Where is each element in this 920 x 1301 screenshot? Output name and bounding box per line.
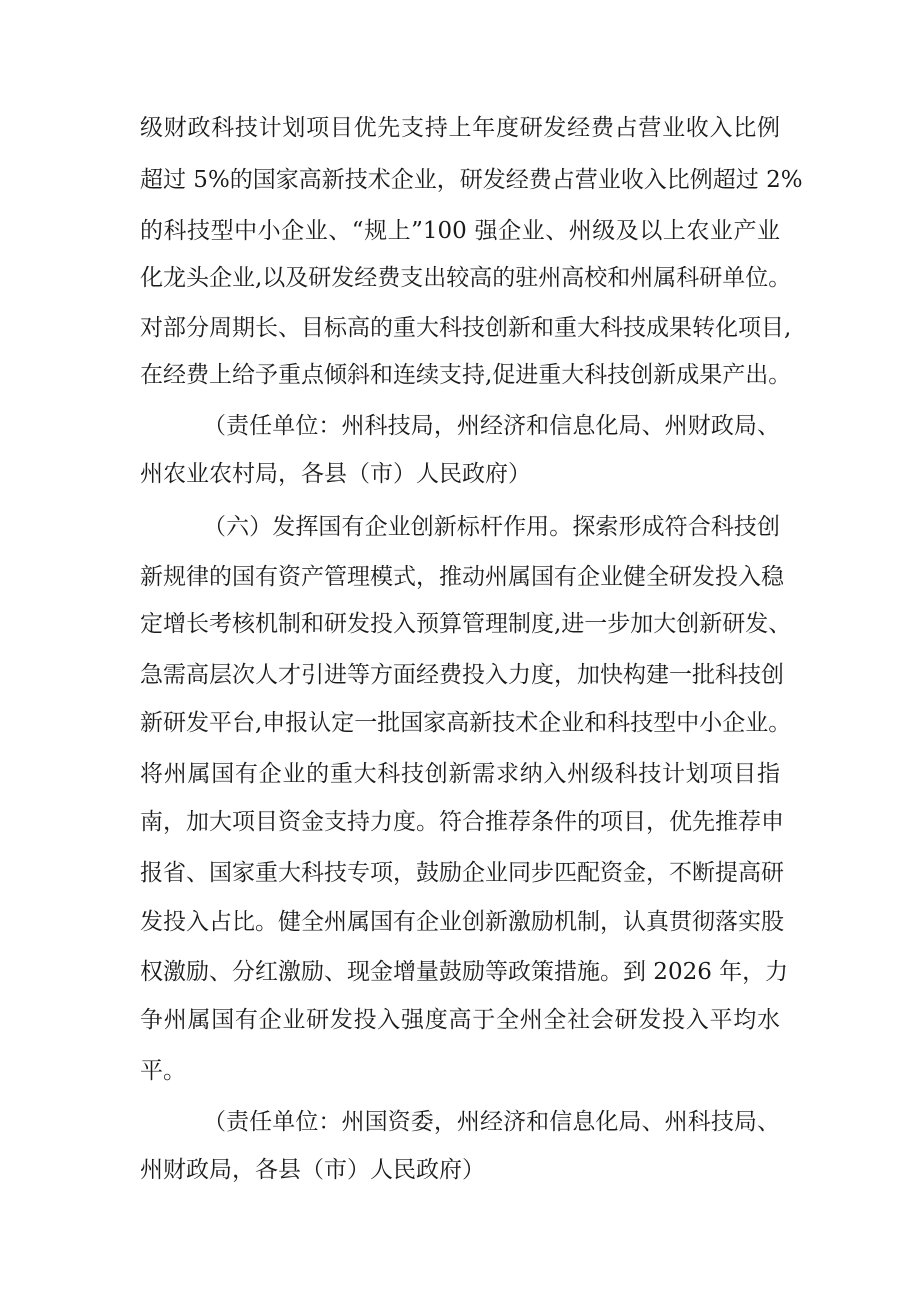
text-line: 急需高层次人才引进等方面经费投入力度，加快构建一批科技创 (140, 662, 784, 688)
text-line: 定增长考核机制和研发投入预算管理制度,进一步加大创新研发、 (140, 611, 792, 637)
responsibility-note-cont: 州财政局，各县（市）人民政府） (140, 1157, 485, 1183)
text-line: 南，加大项目资金支持力度。符合推荐条件的项目，优先推荐申 (140, 809, 784, 835)
text-line: 超过 5%的国家高新技术企业，研发经费占营业收入比例超过 2% (140, 167, 803, 193)
text-line: 平。 (140, 1058, 186, 1084)
text-line: 将州属国有企业的重大科技创新需求纳入州级科技计划项目指 (140, 761, 780, 787)
text-line: 对部分周期长、目标高的重大科技创新和重大科技成果转化项目, (140, 315, 792, 341)
text-line: 权激励、分红激励、现金增量鼓励等政策措施。到 2026 年，力 (140, 959, 789, 985)
responsibility-note-cont: 州农业农村局，各县（市）人民政府） (140, 461, 531, 487)
responsibility-note: （责任单位：州科技局，州经济和信息化局、州财政局、 (203, 413, 780, 439)
text-line: 争州属国有企业研发投入强度高于全州全社会研发投入平均水 (140, 1007, 780, 1033)
text-line: 的科技型中小企业、“规上”100 强企业、州级及以上农业产业 (140, 218, 780, 244)
text-line: 新研发平台,申报认定一批国家高新技术企业和科技型中小企业。 (140, 710, 792, 736)
text-line: 级财政科技计划项目优先支持上年度研发经费占营业收入比例 (140, 115, 780, 141)
responsibility-note: （责任单位：州国资委，州经济和信息化局、州科技局、 (203, 1109, 780, 1135)
text-line: 新规律的国有资产管理模式，推动州属国有企业健全研发投入稳 (140, 564, 784, 590)
text-line: 化龙头企业,以及研发经费支出较高的驻州高校和州属科研单位。 (140, 265, 792, 291)
section-heading: （六）发挥国有企业创新标杆作用。探索形成符合科技创 (203, 514, 780, 540)
text-line: 发投入占比。健全州属国有企业创新激励机制，认真贯彻落实股 (140, 909, 784, 935)
text-line: 报省、国家重大科技专项，鼓励企业同步匹配资金，不断提高研 (140, 860, 784, 886)
text-line: 在经费上给予重点倾斜和连续支持,促进重大科技创新成果产出。 (140, 362, 792, 388)
